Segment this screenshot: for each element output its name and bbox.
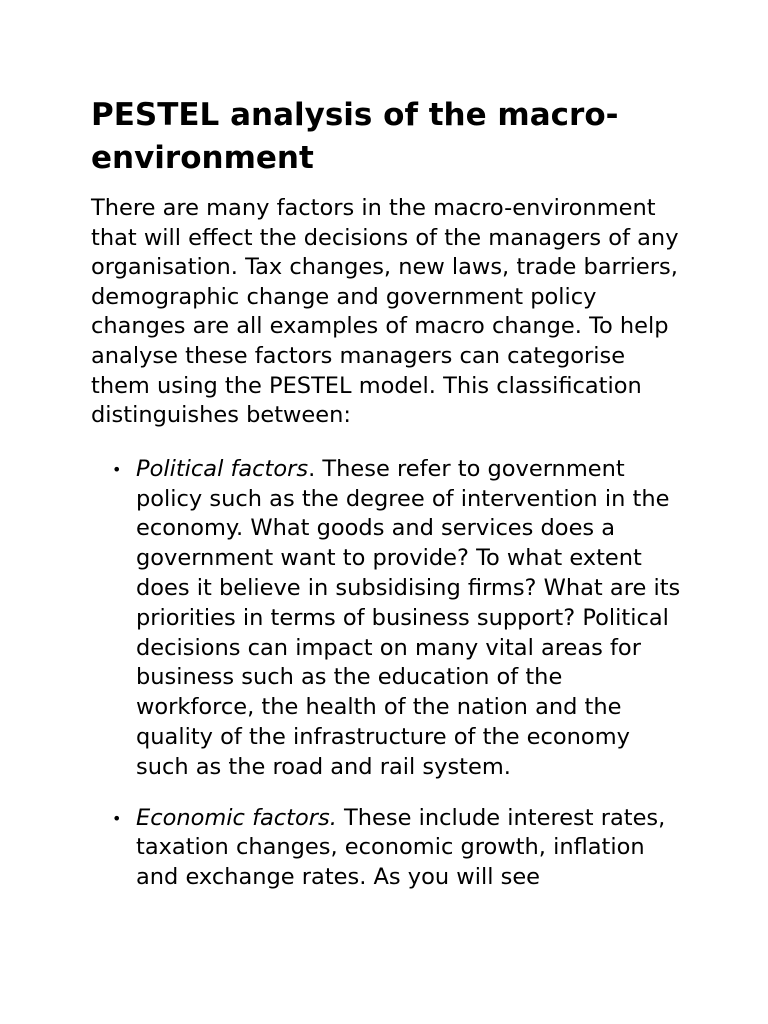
document-page [91,94,691,914]
intro-paragraph: There are many factors in the macro-environment that will effect the decisions of the managers of any organisation. Tax changes, new laws, trade barriers, demographic change and government policy changes are all examples of macro change. To help analyse these factors managers can categorise them using the PESTEL model. This classification distinguishes between: [91,195,679,429]
list-item-economic [91,804,681,893]
factor-description: . These refer to government policy such as the degree of intervention in the economy. What goods and services does a government want to provide? To what extent does it believe in subsidising firms? What are its priorities in terms of business support? Political decisions can impact on many vital areas for business such as the education of the workforce, the health of the nation and the quality of the infrastructure of the economy such as the road and rail system. [136,455,681,780]
factor-description: These include interest rates, taxation changes, economic growth, inflation and exchange rates. As you will see [136,804,666,891]
bullet-icon: • [112,808,122,828]
factor-list [91,455,691,893]
bullet-icon: • [112,459,122,479]
factor-term: Economic factors. [136,804,337,831]
factor-term: Political factors [136,455,309,482]
list-item-political [91,455,681,783]
page-title: PESTEL analysis of the macro-environment [91,97,619,176]
